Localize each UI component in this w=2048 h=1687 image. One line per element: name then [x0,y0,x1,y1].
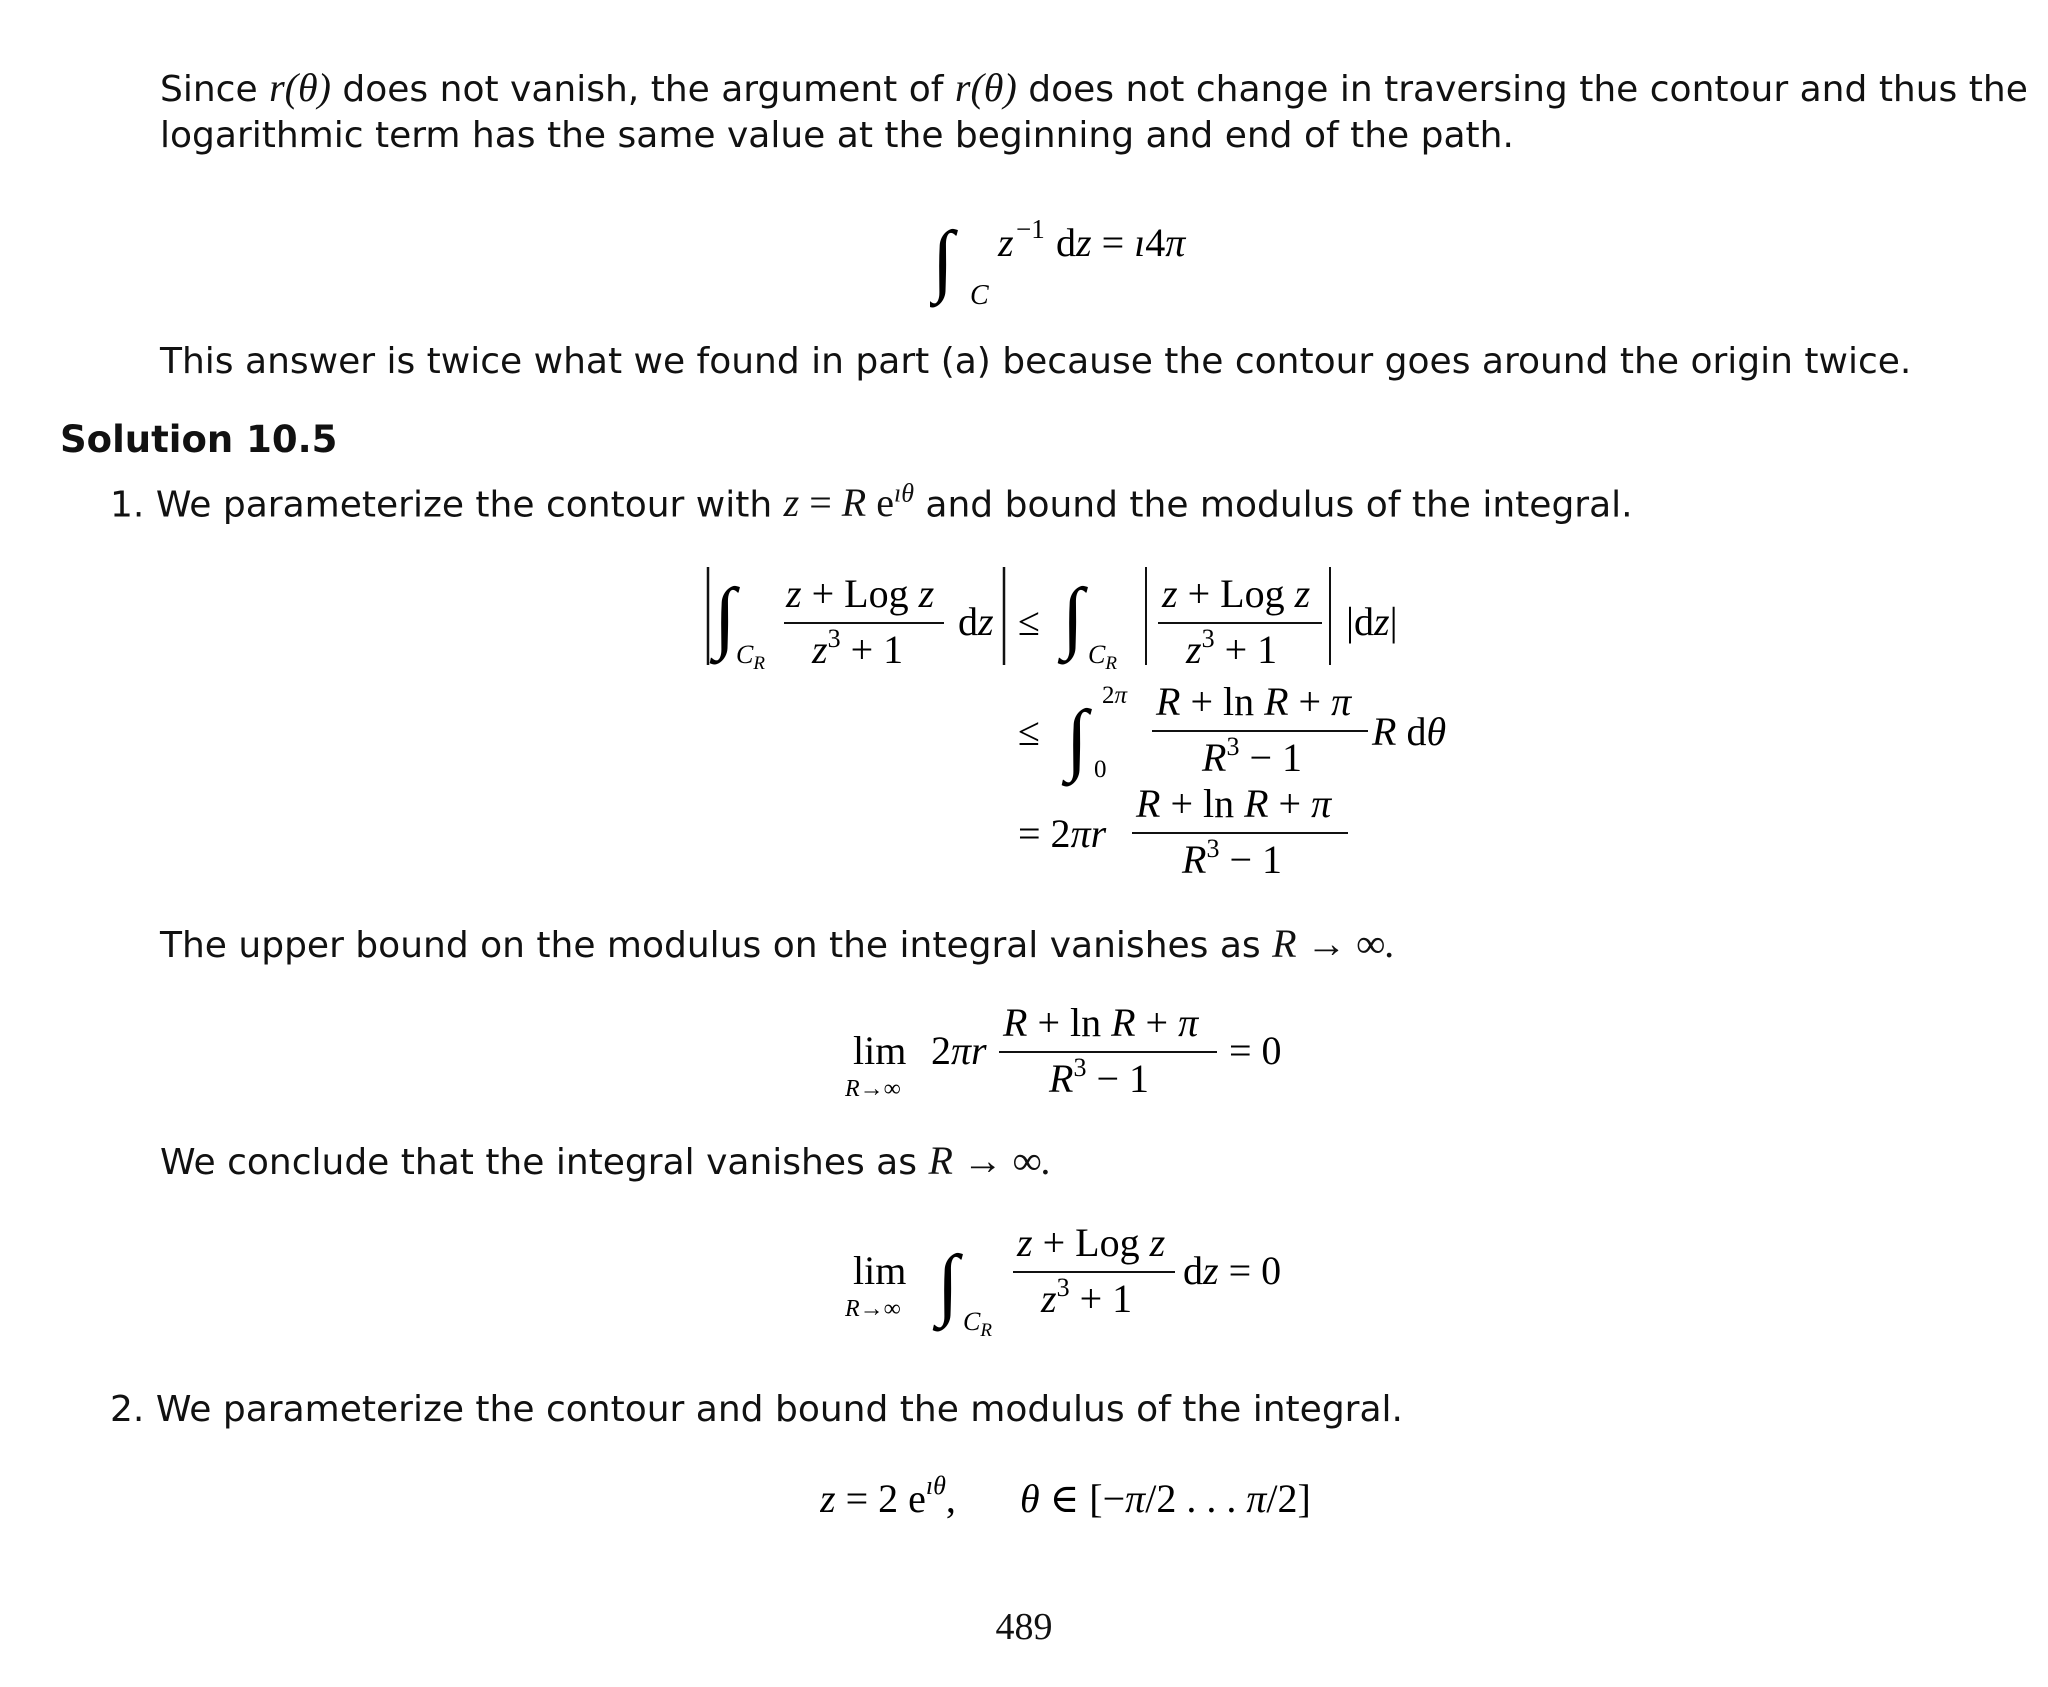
svg-text:R + ln R + π: R + ln R + π [1136,781,1332,826]
svg-text:lim: lim [853,1248,907,1293]
svg-text:z: z [998,220,1014,265]
svg-text:θ ∈ [−π/2 . . . π/2]: θ ∈ [−π/2 . . . π/2] [1020,1476,1311,1521]
word: does [1028,69,1114,110]
svg-text:lim: lim [853,1028,907,1073]
svg-text:≤: ≤ [1018,599,1040,644]
svg-text:z3 + 1: $z^3 + 1$ [1041,1273,1133,1321]
equation-parameterization [820,1462,1360,1532]
svg-text:R3 − 1: $R^3 - 1$ [1049,1053,1149,1101]
svg-text:CR: $C_R$ [963,1307,992,1340]
word: the [1968,69,2028,110]
svg-text:2π: 2π [1102,682,1128,709]
svg-text:z = 2 eıθ,: z = 2 $e^{ı\theta}$, [820,1471,956,1521]
word: thus [1878,69,1958,110]
svg-text:= 0: = 0 [1229,1028,1282,1073]
svg-text:z + Log z: z + Log z [1162,571,1311,616]
paragraph-4-text: We conclude that the integral vanishes as [160,1142,918,1183]
svg-text:CR: $C_R$ [1088,640,1117,674]
svg-text:R3 − 1: $R^3 - 1$ [1202,732,1302,780]
paragraph-4 [160,1137,1051,1187]
svg-text:−1: −1 [1016,214,1045,244]
word: the [1579,69,1639,110]
word: in [1339,69,1373,110]
word: change [1195,69,1329,110]
paragraph-2: This answer is twice what we found in part (a) because the contour goes around the origin twice. [160,341,1912,382]
svg-text:R dθ: R dθ [1372,709,1447,754]
svg-text:R→∞: R→∞ [845,1296,901,1322]
math-r-theta: r(θ) [954,65,1017,110]
word: not [1125,69,1185,110]
list-item-2 [110,1386,1403,1434]
svg-text:∫: ∫ [714,573,736,661]
item-1-text-before: We parameterize the contour with [155,484,773,526]
svg-text:z + Log z: z + Log z [1017,1220,1166,1265]
item-2-text: We parameterize the contour and bound the modulus of the integral. [155,1389,1403,1430]
equation-limit-integral [845,1210,1325,1340]
equation-bound-modulus [700,555,1480,895]
svg-text:z + Log z: z + Log z [786,571,935,616]
word: contour [1649,69,1789,110]
svg-text:z3 + 1: $z^3 + 1$ [1186,624,1278,672]
svg-text:R + ln R + π: R + ln R + π [1003,1000,1199,1045]
svg-text:= 2πr: = 2πr [1018,811,1107,856]
paragraph-3-math: R → ∞. [1272,921,1396,966]
word: argument [721,69,898,110]
svg-text:∫: ∫ [937,1240,959,1328]
svg-text:R + ln R + π: R + ln R + π [1156,679,1352,724]
svg-text:dz = ı4π: dz = ı4π [1056,220,1186,265]
paragraph-1-line-1 [160,64,2028,114]
item-1-math: z = R $e^{ı\theta}$ [783,479,914,526]
section-heading: Solution 10.5 [60,418,338,461]
svg-text:z3 + 1: $z^3 + 1$ [812,624,904,672]
svg-text:∫: ∫ [932,216,954,304]
paragraph-4-math: R → ∞. [928,1138,1052,1183]
word: and [1799,69,1868,110]
item-1-text-after: and bound the modulus of the integral. [925,484,1633,526]
svg-text:∫: ∫ [1066,695,1088,783]
svg-text:0: 0 [1094,756,1107,783]
word: not [439,69,499,110]
math-r-theta: r(θ) [269,65,331,110]
svg-text:2πr: 2πr [931,1028,987,1073]
word: the [650,69,710,110]
word: Since [160,69,258,110]
list-number: 2. [110,1389,145,1430]
svg-text:≤: ≤ [1018,709,1040,754]
equation-contour-integral [930,208,1230,308]
svg-text:R3 − 1: $R^3 - 1$ [1182,834,1282,882]
svg-text:∫: ∫ [1062,573,1084,661]
list-item-1 [110,470,1633,529]
list-number: 1. [110,484,145,526]
word: does [342,69,429,110]
word: traversing [1384,69,1568,110]
svg-text:R→∞: R→∞ [845,1076,901,1102]
svg-text:dz = 0: dz = 0 [1183,1248,1282,1293]
svg-text:C: C [970,280,989,308]
svg-text:CR: $C_R$ [736,640,765,674]
paragraph-3 [160,920,1395,970]
word: vanish, [510,69,640,110]
equation-limit-bound [845,1000,1325,1110]
paragraph-1-line-2: logarithmic term has the same value at the beginning and end of the path. [160,115,1514,156]
svg-text:dz: dz [958,599,994,644]
word: of [908,69,944,110]
page-number: 489 [995,1606,1053,1648]
paragraph-3-text: The upper bound on the modulus on the integral vanishes as [160,925,1261,966]
svg-text:|dz|: |dz| [1346,599,1398,644]
